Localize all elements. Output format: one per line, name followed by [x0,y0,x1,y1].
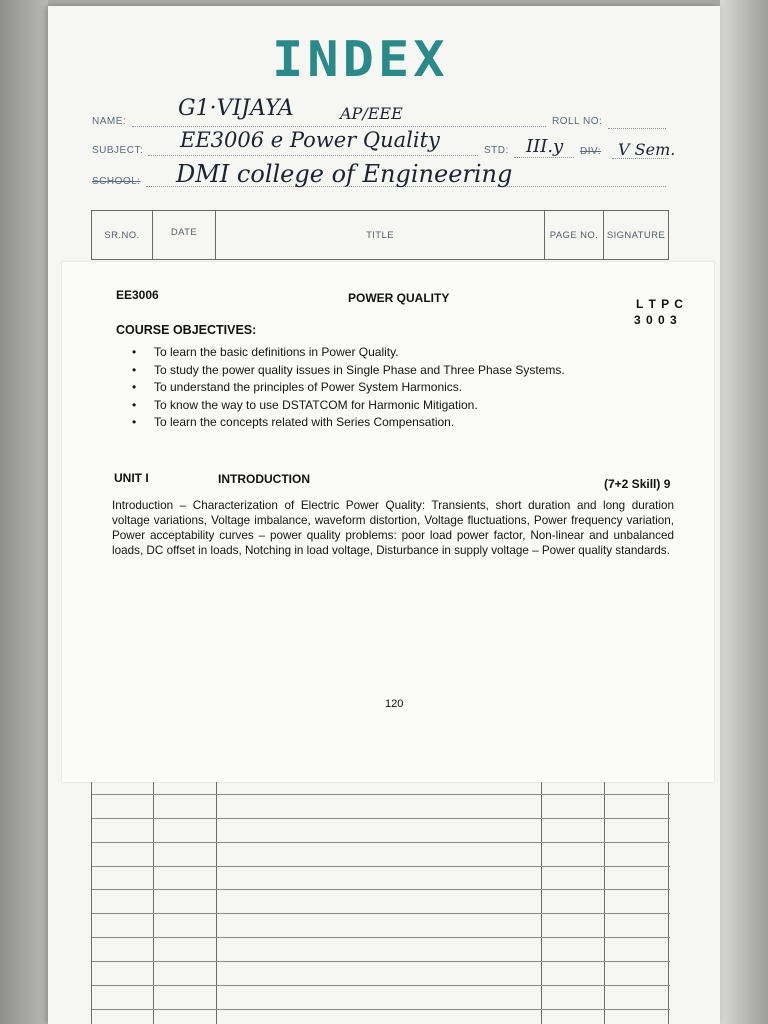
grid-row-line [92,889,670,890]
grid-row-line [92,913,670,914]
unit-label: UNIT I [114,471,149,485]
grid-row-line [92,985,670,986]
right-page-edge [720,0,768,1024]
handwritten-designation: AP/EEE [340,104,403,123]
objectives-heading: COURSE OBJECTIVES: [116,323,257,337]
header-sr-no: SR.NO. [92,211,153,259]
std-dotted-line [514,157,574,158]
school-label: SCHOOL: [92,176,141,187]
grid-row-line [92,794,670,795]
header-title: TITLE [216,211,545,259]
header-date: DATE [153,211,216,259]
course-title: POWER QUALITY [348,291,450,305]
objective-item: • To learn the basic definitions in Power Quality. [132,344,652,362]
std-label: STD: [484,145,509,156]
left-page-shadow [0,0,48,1024]
handwritten-div: V Sem. [618,140,676,159]
grid-row-line [92,1009,670,1010]
subject-dotted-line [148,155,478,156]
page-number: 120 [385,698,404,710]
unit-hours: (7+2 Skill) 9 [604,477,671,491]
subject-label: SUBJECT: [92,145,144,156]
objective-item: • To study the power quality issues in Single Phase and Three Phase Systems. [132,362,652,380]
div-label: DIV: [580,146,602,157]
name-label: NAME: [92,116,127,127]
index-empty-rows [91,782,670,1024]
handwritten-name: G1·VIJAYA [178,96,294,121]
grid-row-line [92,842,670,843]
objective-item: • To learn the concepts related with Series Compensation. [132,414,652,432]
ltpc-label: L T P C [636,297,684,311]
index-title: INDEX [272,31,449,89]
grid-row-line [92,937,670,938]
grid-row-line [92,866,670,867]
objective-item: • To understand the principles of Power System Harmonics. [132,379,652,397]
unit-title: INTRODUCTION [218,472,310,486]
header-page-no: PAGE NO. [545,211,604,259]
objectives-list [132,344,652,432]
handwritten-std: III.y [526,136,564,157]
roll-no-label: ROLL NO: [552,116,603,127]
roll-no-dotted-line [608,128,666,129]
grid-row-line [92,818,670,819]
handwritten-school: DMI college of Engineering [176,160,513,188]
grid-row-line [92,961,670,962]
handwritten-subject: EE3006 e Power Quality [180,128,440,152]
header-signature: SIGNATURE [606,229,666,241]
course-code: EE3006 [116,288,159,302]
ltpc-values: 3 0 0 3 [634,313,678,327]
unit-content: Introduction – Characterization of Electric Power Quality: Transients, short duration and long duration voltage variations, Voltage imbalance, waveform distortion, Voltage fluctuations, Power frequency variation, Power acceptability curves – power quality problems: poor load power factor, Non-linear and unbalanced loads, DC offset in loads, Notching in load voltage, Disturbance in supply voltage – Power quality standards. [112,499,674,557]
index-header-table [91,210,669,260]
name-dotted-line [132,126,546,127]
objective-item: • To know the way to use DSTATCOM for Harmonic Mitigation. [132,397,652,415]
